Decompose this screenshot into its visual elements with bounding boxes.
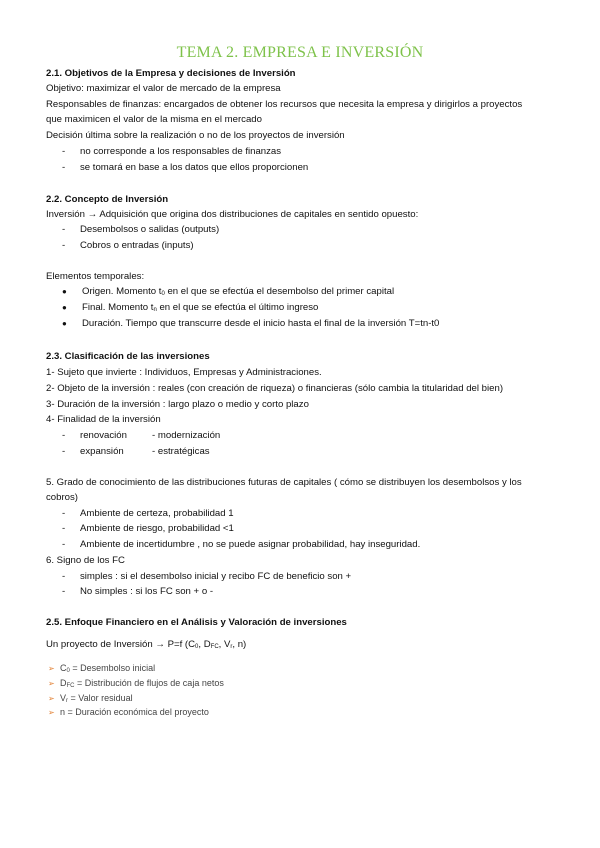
responsables-line-2: que maximicen el valor de la misma en el mercado	[46, 114, 262, 125]
inversion-definition: Inversión → Adquisición que origina dos distribuciones de capitales en sentido opuesto:	[46, 209, 419, 220]
origin-text: Origen. Momento $t_0$ en el que se efectúa el desembolso del primer capital	[82, 286, 395, 297]
arrow-bullet-icon: ➢	[48, 679, 55, 688]
dash-marker: -	[62, 508, 66, 519]
classification-1: 1- Sujeto que invierte : Individuos, Empresas y Administraciones.	[46, 367, 322, 378]
page-title: TEMA 2. EMPRESA E INVERSIÓN	[176, 44, 424, 61]
dash-marker: -	[62, 586, 66, 597]
list-item-text: No simples : si los FC son + o -	[80, 586, 214, 597]
list-item	[62, 223, 220, 236]
list-item-text: no corresponde a los responsables de finanzas	[80, 146, 282, 157]
list-item-text: Ambiente de riesgo, probabilidad <1	[80, 523, 234, 534]
list-item	[62, 538, 421, 551]
arrow-bullet-icon: ➢	[48, 708, 55, 717]
list-item	[48, 706, 209, 719]
list-item	[62, 301, 319, 314]
classification-5-line-1: 5. Grado de conocimiento de las distribuciones futuras de capitales ( cómo se distribuyen los desembolsos y los	[46, 477, 522, 488]
list-item-text: Ambiente de certeza, probabilidad 1	[80, 508, 234, 519]
variable-text: $D_{FC}$ = Distribución de flujos de caja netos	[60, 678, 224, 689]
section-2-1-heading: 2.1. Objetivos de la Empresa y decisiones de Inversión	[46, 68, 296, 79]
list-item	[62, 161, 309, 174]
temporal-elements-label: Elementos temporales:	[46, 271, 145, 282]
dash-marker: -	[62, 146, 66, 157]
list-item	[62, 445, 210, 458]
list-item	[48, 662, 156, 675]
classification-4: 4- Finalidad de la inversión	[46, 414, 161, 425]
bullet-icon: ●	[62, 287, 67, 296]
classification-3: 3- Duración de la inversión : largo plazo o medio y corto plazo	[46, 399, 309, 410]
classification-5-line-2: cobros)	[46, 492, 78, 503]
section-2-5-heading: 2.5. Enfoque Financiero en el Análisis y Valoración de inversiones	[46, 617, 347, 628]
variable-text: $C_0$ = Desembolso inicial	[60, 663, 156, 674]
dash-marker: -	[62, 446, 66, 457]
list-item	[62, 285, 395, 298]
final-text: Final. Momento $t_n$ en el que se efectúa el último ingreso	[82, 302, 319, 313]
list-item-text: expansión - estratégicas	[80, 446, 210, 457]
list-item-text: renovación - modernización	[80, 430, 221, 441]
list-item-text: simples : si el desembolso inicial y recibo FC de beneficio son +	[80, 571, 352, 582]
bullet-icon: ●	[62, 303, 67, 312]
section-2-2-heading: 2.2. Concepto de Inversión	[46, 194, 169, 205]
classification-2: 2- Objeto de la inversión : reales (con creación de riqueza) o financieras (sólo cambia la titularidad del bien)	[46, 383, 504, 394]
duration-text: Duración. Tiempo que transcurre desde el inicio hasta el final de la inversión T=tn-t0	[82, 318, 440, 329]
list-item-text: se tomará en base a los datos que ellos proporcionen	[80, 162, 309, 173]
project-formula: Un proyecto de Inversión → P=f ($C_0$, $D_{FC}$, $V_r$, n)	[46, 639, 247, 650]
list-item	[48, 692, 133, 705]
dash-marker: -	[62, 539, 66, 550]
list-item	[62, 570, 352, 583]
dash-marker: -	[62, 240, 66, 251]
list-item	[48, 677, 224, 690]
decision-line: Decisión última sobre la realización o no de los proyectos de inversión	[46, 130, 345, 141]
arrow-bullet-icon: ➢	[48, 694, 55, 703]
responsables-line-1: Responsables de finanzas: encargados de obtener los recursos que necesita la empresa y dirigirlos a proyectos	[46, 99, 523, 110]
list-item	[62, 317, 440, 330]
section-2-3-heading: 2.3. Clasificación de las inversiones	[46, 351, 210, 362]
variable-text: n = Duración económica del proyecto	[60, 707, 209, 717]
list-item	[62, 507, 234, 520]
arrow-bullet-icon: ➢	[48, 664, 55, 673]
dash-marker: -	[62, 162, 66, 173]
bullet-icon: ●	[62, 319, 67, 328]
variable-text: $V_r$ = Valor residual	[60, 693, 133, 704]
list-item-text: Ambiente de incertidumbre , no se puede asignar probabilidad, hay inseguridad.	[80, 539, 421, 550]
dash-marker: -	[62, 571, 66, 582]
list-item-text: Desembolsos o salidas (outputs)	[80, 224, 220, 235]
dash-marker: -	[62, 430, 66, 441]
list-item	[62, 145, 282, 158]
dash-marker: -	[62, 523, 66, 534]
list-item	[62, 585, 214, 598]
list-item	[62, 522, 234, 535]
classification-6: 6. Signo de los FC	[46, 555, 125, 566]
list-item	[62, 239, 194, 252]
objective-line: Objetivo: maximizar el valor de mercado de la empresa	[46, 83, 281, 94]
dash-marker: -	[62, 224, 66, 235]
list-item	[62, 429, 221, 442]
list-item-text: Cobros o entradas (inputs)	[80, 240, 194, 251]
